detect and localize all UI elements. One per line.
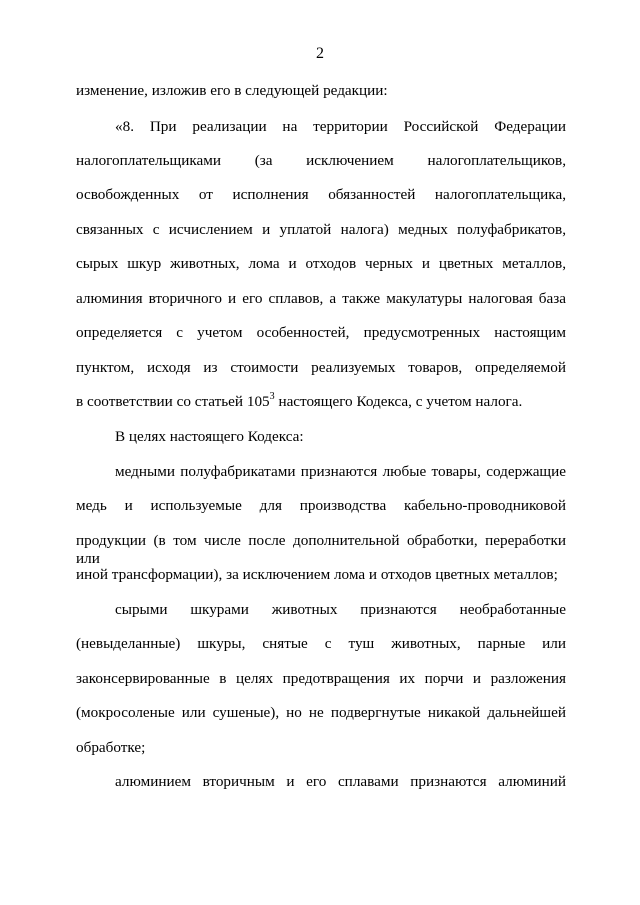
text-line: алюминия вторичного и его сплавов, а также макулатуры налоговая база <box>76 290 566 307</box>
text-line: освобожденных от исполнения обязанностей налогоплательщика, <box>76 186 566 203</box>
text-line: медными полуфабрикатами признаются любые товары, содержащие <box>115 463 566 480</box>
text-line: алюминием вторичным и его сплавами признаются алюминий <box>115 773 566 790</box>
text-line: связанных с исчислением и уплатой налога) медных полуфабрикатов, <box>76 221 566 238</box>
text-line: налогоплательщиками (за исключением налогоплательщиков, <box>76 152 566 169</box>
text-line: сырыми шкурами животных признаются необработанные <box>115 601 566 618</box>
text-line: В целях настоящего Кодекса: <box>115 428 304 445</box>
text-line: изменение, изложив его в следующей редакции: <box>76 82 388 99</box>
text-line: иной трансформации), за исключением лома и отходов цветных металлов; <box>76 566 558 583</box>
text-line: законсервированные в целях предотвращения их порчи и разложения <box>76 670 566 687</box>
text-line: медь и используемые для производства кабельно-проводниковой <box>76 497 566 514</box>
text-line: (невыделанные) шкуры, снятые с туш животных, парные или <box>76 635 566 652</box>
text-line: сырых шкур животных, лома и отходов черных и цветных металлов, <box>76 255 566 272</box>
text-line: обработке; <box>76 739 146 756</box>
text-line <box>76 390 566 411</box>
text-line: пунктом, исходя из стоимости реализуемых товаров, определяемой <box>76 359 566 376</box>
text-line: (мокросоленые или сушеные), но не подвергнутые никакой дальнейшей <box>76 704 566 721</box>
text-fragment: настоящего Кодекса, с учетом налога. <box>274 393 523 410</box>
text-line: определяется с учетом особенностей, предусмотренных настоящим <box>76 324 566 341</box>
page-number: 2 <box>316 45 324 62</box>
text-fragment: в соответствии со статьей 105 <box>76 393 270 410</box>
text-line: продукции (в том числе после дополнительной обработки, переработки или <box>76 532 566 567</box>
text-line: «8. При реализации на территории Российской Федерации <box>115 118 566 135</box>
superscript: 3 <box>269 390 275 402</box>
